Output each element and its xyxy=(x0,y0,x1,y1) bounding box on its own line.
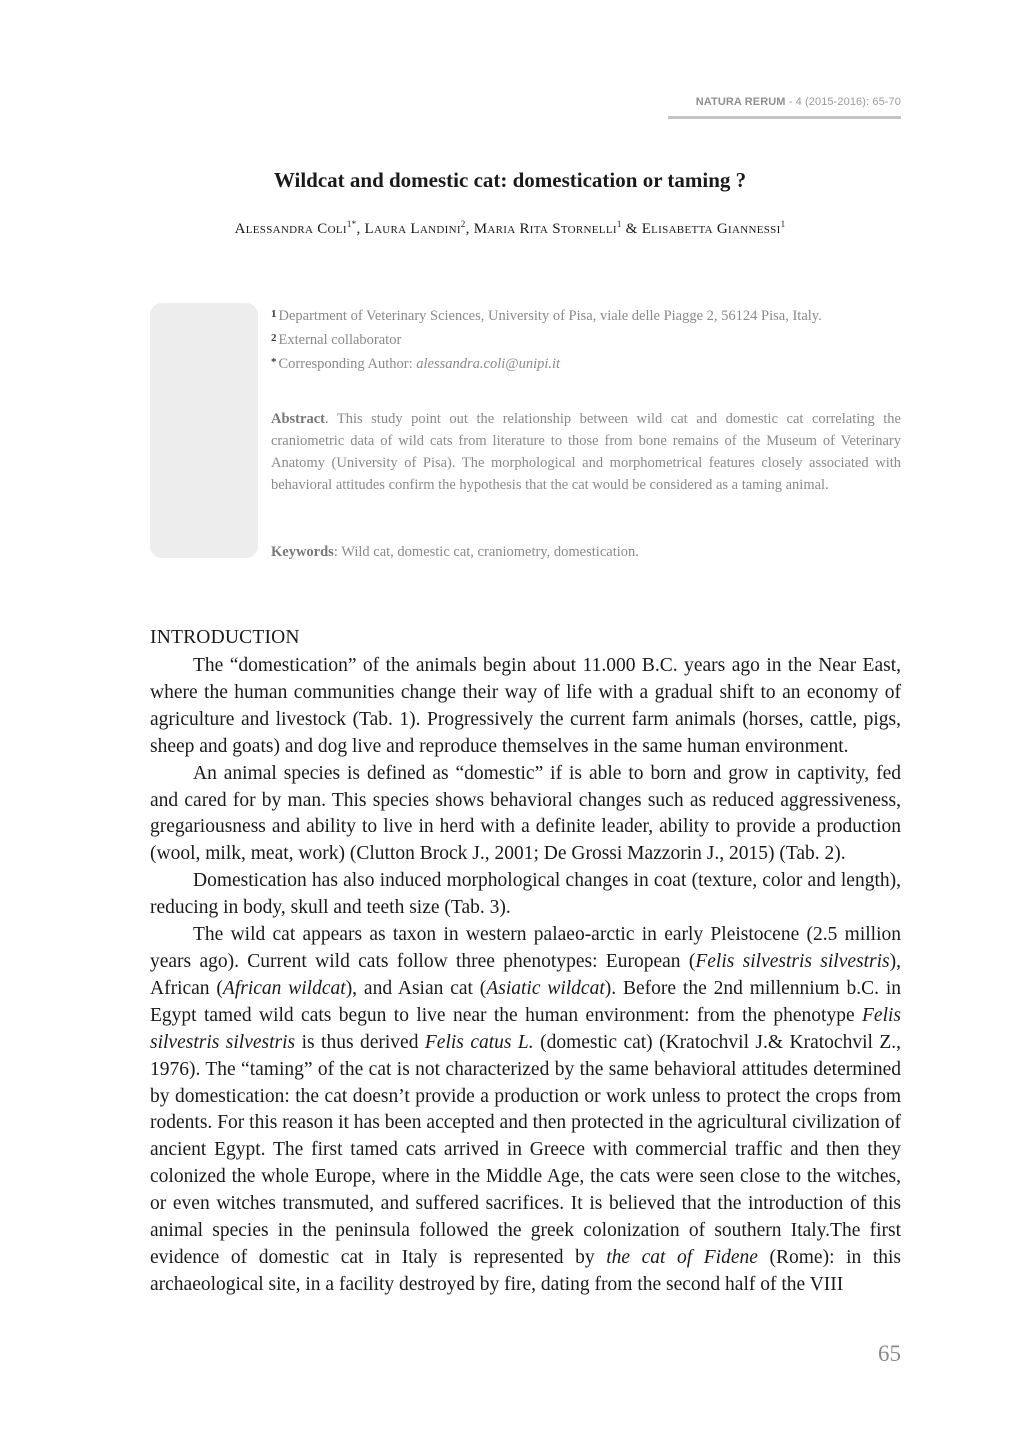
affiliation-line xyxy=(271,303,903,327)
author-separator: , xyxy=(465,221,474,237)
species-name: Felis catus L. xyxy=(424,1031,534,1053)
author-separator: & xyxy=(621,221,642,237)
running-head xyxy=(696,96,901,108)
keywords-label: Keywords xyxy=(271,544,334,560)
paragraph: The “domestication” of the animals begin about 11.000 B.C. years ago in the Near East, where the human communities change their way of life with a gradual shift to an economy of agriculture and livestock (Tab. 1). Progressively the current farm animals (horses, cattle, pigs, sheep and goats) and dog live and reproduce themselves in the same human environment. xyxy=(150,655,901,757)
author-separator: , xyxy=(356,221,365,237)
affiliation-text: Department of Veterinary Sciences, University of Pisa, viale delle Piagge 2, 56124 Pisa, Italy. xyxy=(278,308,822,324)
abstract-text: . This study point out the relationship between wild cat and domestic cat correlating the craniometric data of wild cats from literature to those from bone remains of the Museum of Veterinary Anatomy (University of Pisa). The morphological and morphometrical features closely associated with behavioral attitudes confirm the hypothesis that the cat would be considered as a taming animal. xyxy=(271,411,901,493)
affiliations xyxy=(271,303,903,375)
paragraph: Domestication has also induced morphological changes in coat (texture, color and length), reducing in body, skull and teeth size (Tab. 3). xyxy=(150,870,901,919)
species-name: Felis silvestris silvestris xyxy=(695,950,890,972)
site-name: the cat of Fidene xyxy=(606,1246,758,1268)
author-mark: 1* xyxy=(346,219,357,229)
author-mark: 2 xyxy=(460,219,466,229)
paper-title: Wildcat and domestic cat: domestication or taming ? xyxy=(273,168,747,192)
author-mark: 1 xyxy=(616,219,622,229)
journal-name: NATURA RERUM xyxy=(695,96,786,108)
body-text xyxy=(150,653,901,1299)
affiliation-mark: 2 xyxy=(271,332,277,344)
text-run: (domestic cat) (Kratochvil J.& Kratochvil Z., 1976). The “taming” of the cat is not characterized by the same behavioral attitudes determined by domestication: the cat doesn’t provide a production or work unless to protect the crops from rodents. For this reason it has been accepted and then protected in the agricultural civilization of ancient Egypt. The first tamed cats arrived in Greece with commercial traffic and then they colonized the whole Europe, where in the Middle Age, the cats were seen close to the witches, or even witches transmuted, and suffered sacrifices. It is believed that the introduction of this animal species in the peninsula followed the greek colonization of southern Italy.The first evidence of domestic cat in Italy is represented by xyxy=(150,1031,902,1268)
text-run: is thus derived xyxy=(295,1031,425,1053)
section-heading: INTRODUCTION xyxy=(150,627,300,648)
affiliation-line xyxy=(271,351,903,375)
text-run: ), African ( xyxy=(150,950,901,999)
affiliation-text: Corresponding Author: xyxy=(278,356,417,372)
header-rule xyxy=(668,116,901,119)
side-panel xyxy=(150,303,258,558)
author-email: alessandra.coli@unipi.it xyxy=(416,356,561,372)
author-name: Elisabetta Giannessi xyxy=(641,221,781,237)
author-name: Laura Landini xyxy=(364,221,461,237)
species-name: African wildcat xyxy=(222,977,346,999)
author-name: Alessandra Coli xyxy=(234,221,347,237)
affiliation-mark: * xyxy=(271,356,277,368)
journal-issue: - 4 (2015-2016): 65-70 xyxy=(785,96,901,108)
page-number: 65 xyxy=(878,1341,901,1366)
affiliation-line xyxy=(271,327,903,351)
paragraph: An animal species is defined as “domestic” if is able to born and grow in captivity, fed and cared for by man. This species shows behavioral changes such as reduced aggressiveness, gregariousness and ability to live in herd with a definite leader, ability to provide a production (wool, milk, meat, work) (Clutton Brock J., 2001; De Grossi Mazzorin J., 2015) (Tab. 2). xyxy=(150,762,901,865)
author-mark: 1 xyxy=(780,219,786,229)
paragraph xyxy=(150,922,901,1299)
abstract-label: Abstract xyxy=(271,411,325,427)
affiliation-mark: 1 xyxy=(271,308,277,320)
text-run: The wild cat appears as taxon in western palaeo-arctic in early Pleistocene (2.5 million years ago). Current wild cats follow three phenotypes: European ( xyxy=(150,924,901,972)
keywords-text: : Wild cat, domestic cat, craniometry, domestication. xyxy=(333,544,639,560)
author-list xyxy=(0,219,1020,238)
affiliation-text: External collaborator xyxy=(278,332,402,348)
keywords xyxy=(271,541,901,563)
species-name: Felis silvestris silvestris xyxy=(150,1004,901,1053)
text-run: ). Before the 2nd millennium b.C. in Egypt tamed wild cats begun to live near the human environment: from the phenotype xyxy=(150,977,902,1026)
species-name: Asiatic wildcat xyxy=(486,977,605,999)
text-run: ), and Asian cat ( xyxy=(345,977,487,999)
abstract xyxy=(271,408,901,496)
author-name: Maria Rita Stornelli xyxy=(473,221,617,237)
text-run: (Rome): in this archaeological site, in a facility destroyed by fire, dating from the second half of the VIII xyxy=(150,1246,902,1295)
